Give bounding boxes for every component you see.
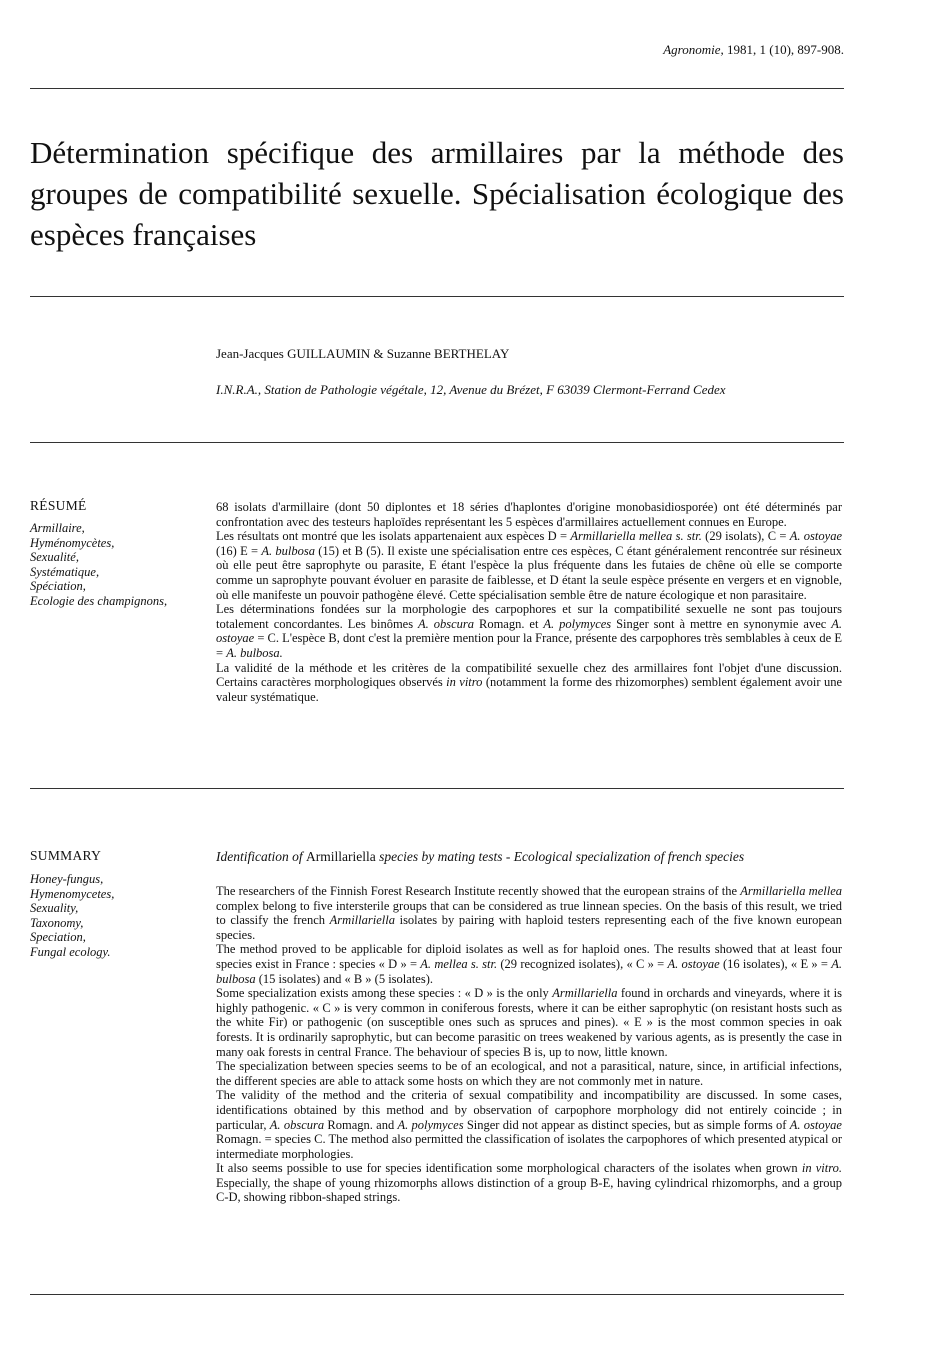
- keyword: Spéciation,: [30, 579, 86, 593]
- journal-name: Agronomie,: [663, 42, 724, 57]
- summary-paragraph: The method proved to be applicable for diploid isolates as well as for haploid ones. The results showed that at least four species exist in France : species « D » = A. mellea s. str. (29 recognized isolates), « C » = A. ostoyae (16 isolates), « E » = A. bulbosa (15 isolates) and « B » (5 isolates).: [216, 942, 842, 986]
- summary-body: [216, 884, 842, 1205]
- keyword: Fungal ecology.: [30, 944, 111, 959]
- keyword: Hyménomycètes,: [30, 535, 115, 550]
- summary-paragraph: The specialization between species seems to be of an ecological, and not a parasitical, nature, since, in artificial infections, the different species are able to attack some hosts on which they are not commonly met in nature.: [216, 1059, 842, 1088]
- summary-title: Identification of Armillariella species by mating tests - Ecological specialization of french species: [216, 849, 745, 864]
- authors: Jean-Jacques GUILLAUMIN & Suzanne BERTHELAY: [216, 346, 510, 361]
- keyword: Ecologie des champignons,: [30, 593, 168, 608]
- summary-paragraph: The validity of the method and the criteria of sexual compatibility and incompatibility are discussed. In some cases, identifications obtained by this method and by observation of carpophore morphology did not entirely coincide ; in particular, A. obscura Romagn. and A. polymyces Singer did not appear as distinct species, but as simple forms of A. ostoyae Romagn. = species C. The method also permitted the classification of isolates the carpophores of which presented atypical or intermediate morphologies.: [216, 1088, 842, 1161]
- footer-divider: [30, 1294, 844, 1295]
- resume-body: [216, 500, 842, 704]
- header-divider: [30, 88, 844, 89]
- resume-heading: RÉSUMÉ: [30, 498, 87, 513]
- title-divider: [30, 296, 844, 297]
- keyword: Speciation,: [30, 930, 86, 944]
- resume-paragraph: Les déterminations fondées sur la morphologie des carpophores et sur la compatibilité sexuelle ne sont pas toujours totalement concordantes. Les binômes A. obscura Romagn. et A. polymyces Singer sont à mettre en synonymie avec A. ostoyae = C. L'espèce B, dont c'est la première mention pour la France, présente des carpophores très semblables à ceux de E = A. bulbosa.: [216, 602, 843, 660]
- keyword: Systématique,: [30, 564, 100, 579]
- keyword: Sexuality,: [30, 901, 79, 915]
- resume-paragraph: La validité de la méthode et les critères de la compatibilité sexuelle chez des armillaires font l'objet d'une discussion. Certains caractères morphologiques observés in vitro (notamment la forme des rhizomorphes) semblent également avoir une valeur systématique.: [216, 660, 843, 704]
- keyword: Armillaire,: [30, 521, 85, 535]
- journal-citation: [663, 42, 844, 58]
- affiliation: I.N.R.A., Station de Pathologie végétale, 12, Avenue du Brézet, F 63039 Clermont-Ferrand Cedex: [216, 382, 726, 397]
- keyword: Hymenomycetes,: [30, 886, 115, 901]
- article-title: Détermination spécifique des armillaires par la méthode des groupes de compatibilité sexuelle. Spécialisation écologique des espèces françaises: [30, 135, 844, 252]
- resume-paragraph: Les résultats ont montré que les isolats appartenaient aux espèces D = Armillariella mellea s. str. (29 isolats), C = A. ostoyae (16) E = A. bulbosa (15) et B (5). Il existe une spécialisation entre ces espèces, C étant généralement rencontrée sur résineux où elle peut être saprophyte ou parasite, E étant l'espèce la plus fréquente dans les futaies de chêne où elle se comporte comme un saprophyte pouvant évoluer en parasite de faiblesse, et D étant la seule espèce présente en vergers et en vignoble, où elle manifeste un pouvoir pathogène élevé. Cette spécialisation semble être de nature écologique et non parasitaire.: [216, 529, 842, 602]
- summary-keywords: [30, 872, 176, 959]
- summary-paragraph: It also seems possible to use for species identification some morphological characters of the isolates when grown in vitro. Especially, the shape of young rhizomorphs allows distinction of a group B-E, having cylindrical rhizomorphs, and a group C-D, showing ribbon-shaped strings.: [216, 1161, 842, 1205]
- summary-heading: SUMMARY: [30, 848, 102, 863]
- resume-keywords: [30, 521, 176, 608]
- keyword: Sexualité,: [30, 550, 79, 564]
- resume-divider: [30, 788, 844, 789]
- resume-paragraph: 68 isolats d'armillaire (dont 50 diplontes et 18 séries d'haplontes d'origine monobasidiosporée) ont été déterminés par confrontation avec des testeurs haploïdes représentant les 5 espèces d'armillaires actuellement connues en Europe.: [216, 500, 842, 529]
- authors-divider: [30, 442, 844, 443]
- summary-paragraph: The researchers of the Finnish Forest Research Institute recently showed that the european strains of the Armillariella mellea complex belong to five intersterile groups that can be considered as true linnean species. On the basis of this result, we tried to classify the french Armillariella isolates by pairing with haploid testers representing each of the five known european species.: [216, 884, 842, 942]
- keyword: Taxonomy,: [30, 915, 84, 930]
- volume-pages: 1981, 1 (10), 897-908.: [723, 42, 844, 57]
- summary-paragraph: Some specialization exists among these species : « D » is the only Armillariella found in orchards and vineyards, where it is highly pathogenic. « C » is very common in coniferous forests, where it can be either saprophytic (on resistant hosts such as the white Fir) or pathogenic (on susceptible ones such as spruces and pines). « E » is the most common species in oak forests. It is ordinarily saprophytic, but can become parasitic on trees weakened by various agents, as is presently the case in many oak forests in central France. The behaviour of species B is, up to now, little known.: [216, 986, 842, 1059]
- keyword: Honey-fungus,: [30, 872, 104, 886]
